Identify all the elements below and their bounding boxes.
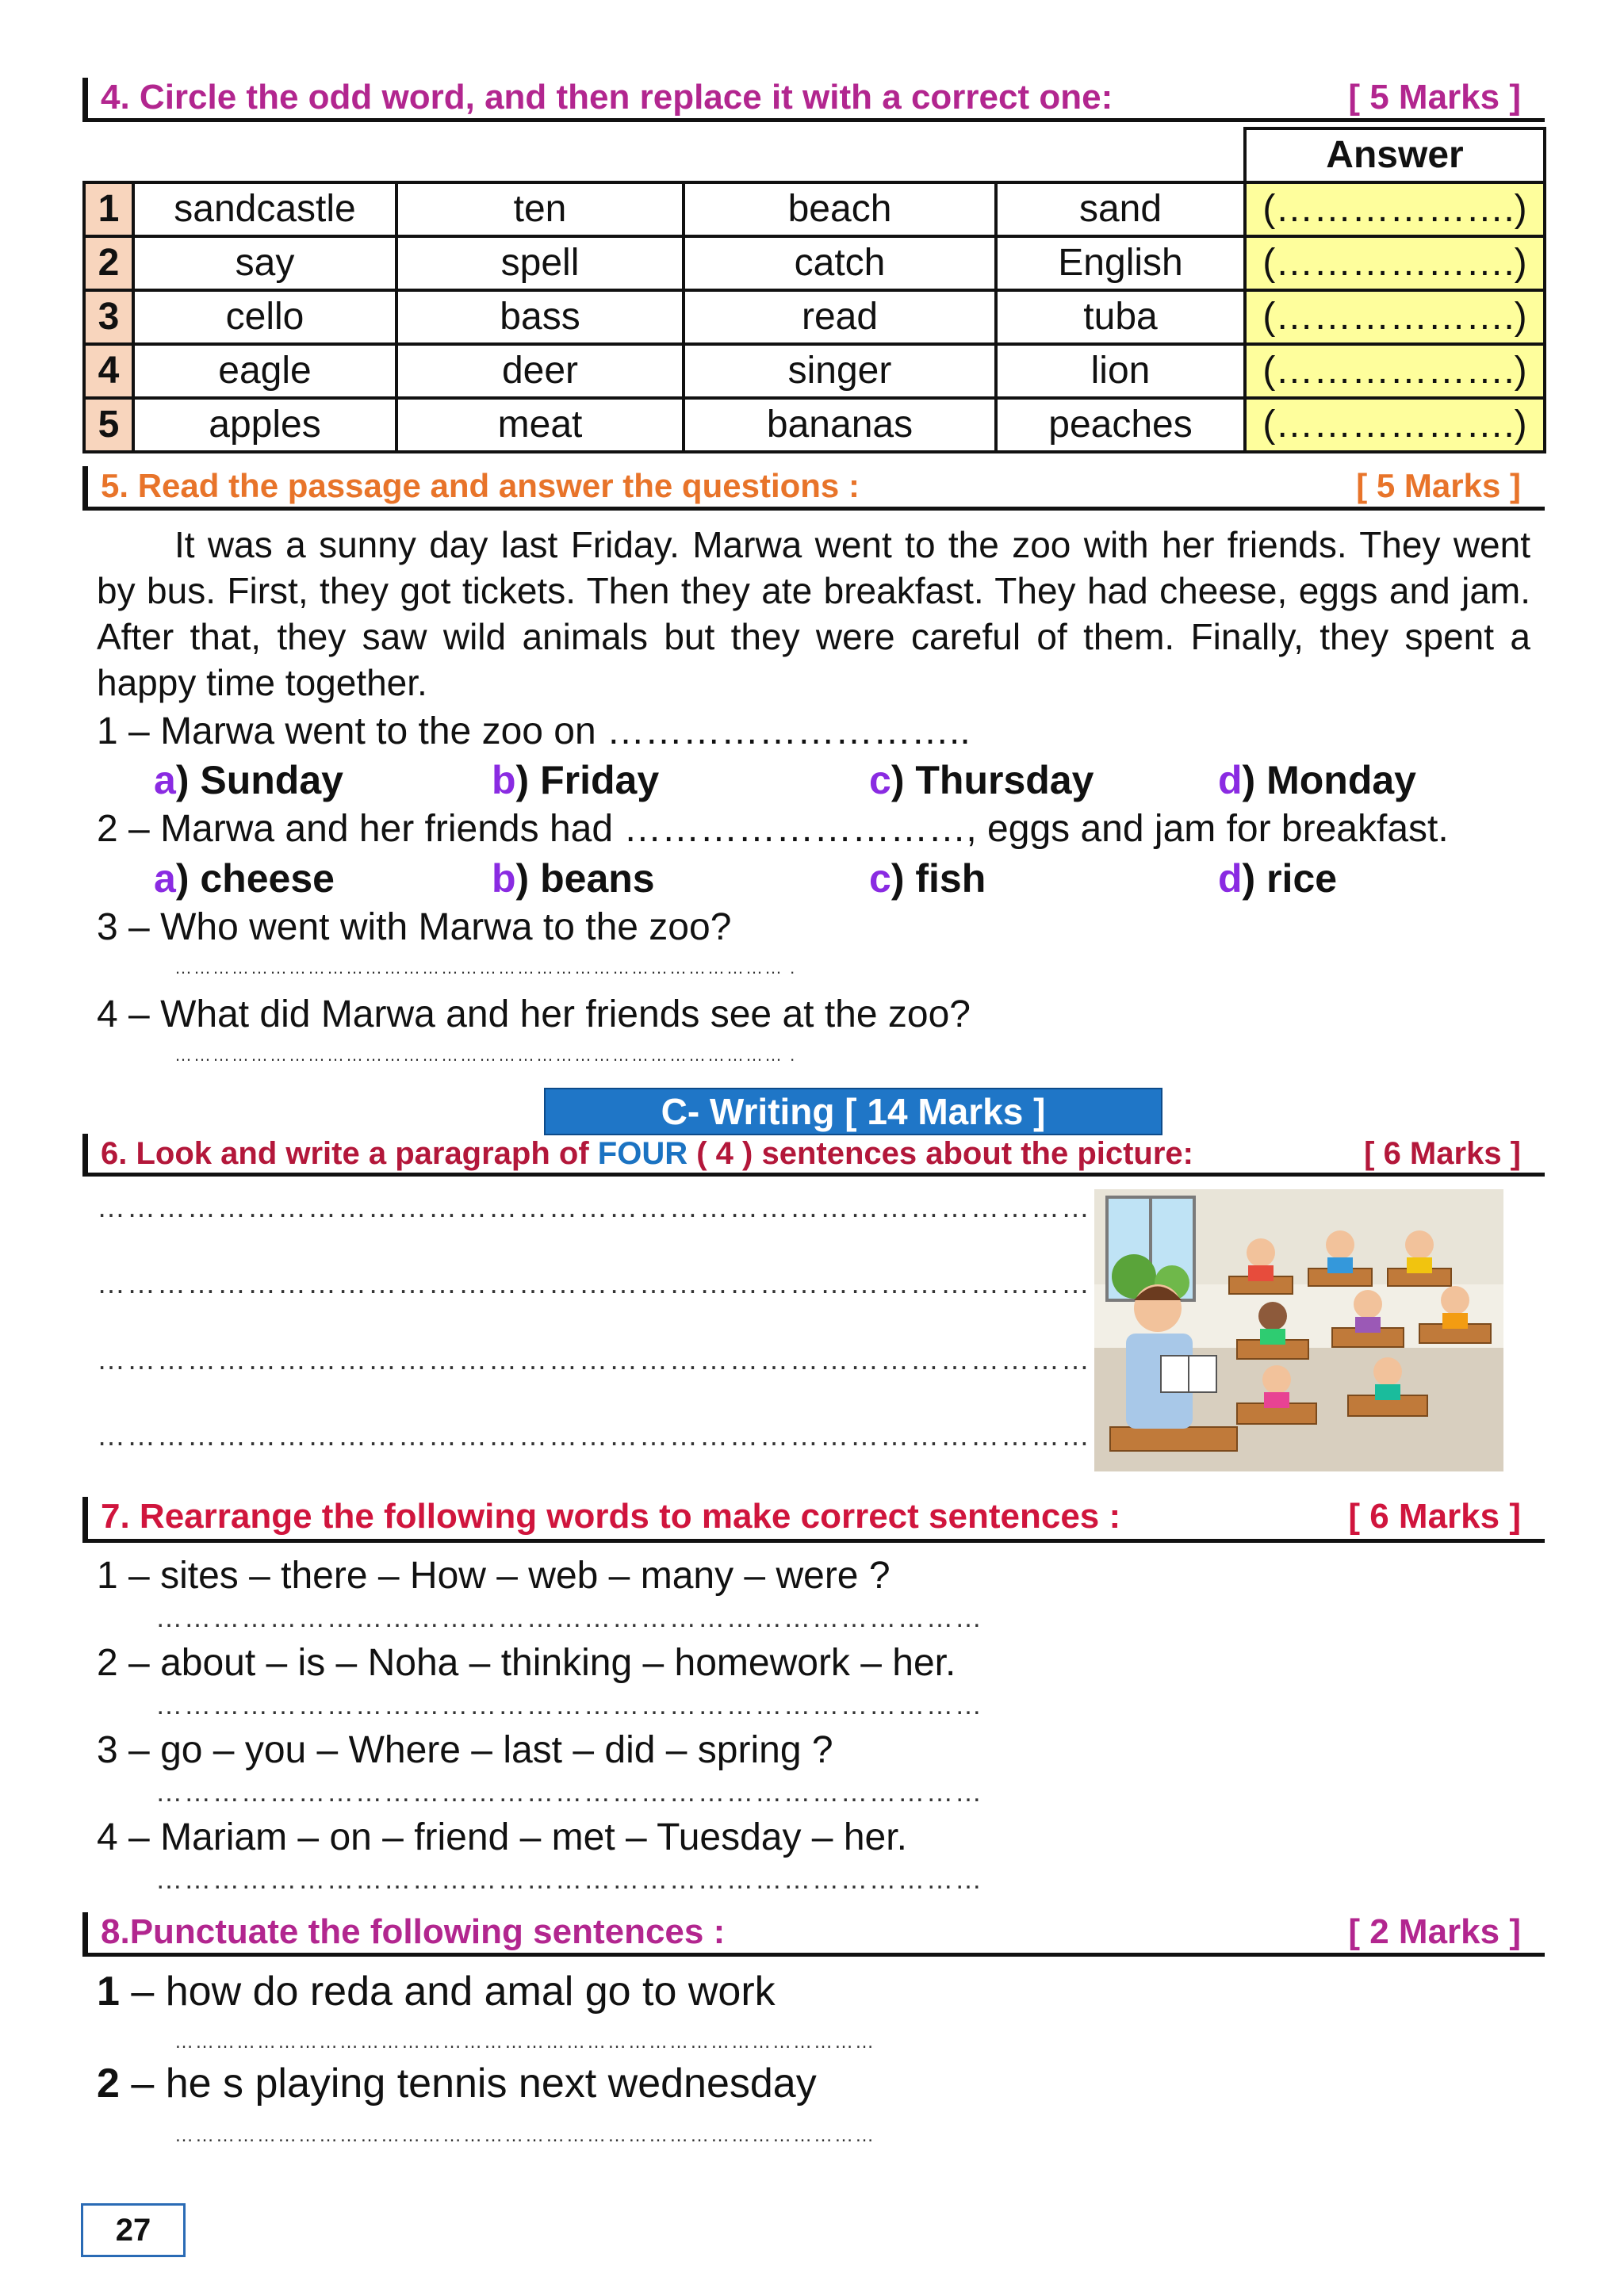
table-header-row [84, 128, 1545, 182]
q4-heading [82, 78, 1545, 122]
word-cell[interactable]: apples [133, 398, 396, 452]
q7-title: 7. Rearrange the following words to make correct sentences : [101, 1497, 1121, 1536]
rearrange-item: 2 – about – is – Noha – thinking – homework – her. [97, 1642, 956, 1684]
q4-title: 4. Circle the odd word, and then replace it with a correct one: [101, 78, 1113, 117]
word-cell[interactable]: tuba [996, 290, 1245, 344]
answer-line[interactable]: …………………………………………………………………………… [155, 1603, 983, 1633]
answer-line[interactable]: ………………………………………………………………………………………… [174, 2125, 875, 2146]
word-cell[interactable]: sandcastle [133, 182, 396, 236]
q5-marks: [ 5 Marks ] [1356, 467, 1521, 504]
word-cell[interactable]: sand [996, 182, 1245, 236]
answer-header: Answer [1245, 128, 1545, 182]
q8-title: 8.Punctuate the following sentences : [101, 1912, 726, 1951]
q5-title: 5. Read the passage and answer the questions : [101, 467, 860, 504]
q2-option-a[interactable]: a) cheese [154, 856, 335, 901]
word-cell[interactable]: eagle [133, 344, 396, 398]
question-4: 4 – What did Marwa and her friends see at the zoo? [97, 993, 971, 1035]
odd-word-table [82, 127, 1546, 453]
row-number: 1 [84, 182, 133, 236]
q1-option-d[interactable]: d) Monday [1218, 758, 1416, 802]
answer-line[interactable]: …………………………………………………………………………… [155, 1690, 983, 1720]
q6-marks: [ 6 Marks ] [1364, 1136, 1521, 1171]
q4-marks: [ 5 Marks ] [1348, 78, 1521, 117]
table-row [84, 182, 1545, 236]
answer-line[interactable]: ………………………………………………………………………………………… [174, 2031, 875, 2053]
word-cell[interactable]: bananas [684, 398, 996, 452]
rearrange-item: 3 – go – you – Where – last – did – spring ? [97, 1729, 833, 1771]
answer-line[interactable]: …………………………………………………………………………… [155, 1777, 983, 1808]
word-cell[interactable]: lion [996, 344, 1245, 398]
word-cell[interactable]: meat [396, 398, 684, 452]
answer-line[interactable]: …………………………………………………………………………………… . [174, 1045, 797, 1065]
classroom-illustration [1094, 1189, 1503, 1471]
rearrange-item: 4 – Mariam – on – friend – met – Tuesday – her. [97, 1816, 907, 1858]
writing-line[interactable]: ……………………………………………………………………………………… [97, 1267, 1091, 1299]
table-row [84, 398, 1545, 452]
writing-line[interactable]: ……………………………………………………………………………………… [97, 1191, 1091, 1223]
q1-option-b[interactable]: b) Friday [492, 758, 660, 802]
answer-cell[interactable]: (……………….) [1245, 398, 1545, 452]
answer-cell[interactable]: (……………….) [1245, 236, 1545, 290]
q6-heading: 6. Look and write a paragraph of FOUR ( 4 ) sentences about the picture: [ 6 Marks ] [82, 1134, 1545, 1177]
question-3: 3 – Who went with Marwa to the zoo? [97, 906, 732, 948]
word-cell[interactable]: beach [684, 182, 996, 236]
answer-cell[interactable]: (……………….) [1245, 290, 1545, 344]
row-number: 3 [84, 290, 133, 344]
word-cell[interactable]: read [684, 290, 996, 344]
row-number: 5 [84, 398, 133, 452]
word-cell[interactable]: singer [684, 344, 996, 398]
page-number: 27 [81, 2203, 186, 2257]
word-cell[interactable]: peaches [996, 398, 1245, 452]
rearrange-item: 1 – sites – there – How – web – many – were ? [97, 1555, 891, 1597]
q8-heading [82, 1912, 1545, 1957]
word-cell[interactable]: deer [396, 344, 684, 398]
row-number: 4 [84, 344, 133, 398]
q2-option-c[interactable]: c) fish [869, 856, 986, 901]
answer-cell[interactable]: (……………….) [1245, 182, 1545, 236]
q7-heading [82, 1497, 1545, 1543]
writing-line[interactable]: ……………………………………………………………………………………… [97, 1419, 1091, 1452]
q5-heading [82, 466, 1545, 511]
reading-passage: It was a sunny day last Friday. Marwa went to the zoo with her friends. They went by bus. First, they got tickets. Then they ate breakfast. They had cheese, eggs and jam. After that, they saw wild animals but they were careful of them. Finally, they spent a happy time together. [97, 524, 1530, 703]
q8-marks: [ 2 Marks ] [1348, 1912, 1521, 1951]
writing-section-banner: C- Writing [ 14 Marks ] [544, 1088, 1162, 1135]
punctuate-item: 2 – he s playing tennis next wednesday [97, 2061, 817, 2107]
q2-option-d[interactable]: d) rice [1218, 856, 1338, 901]
word-cell[interactable]: catch [684, 236, 996, 290]
classroom-picture [1094, 1189, 1503, 1471]
row-number: 2 [84, 236, 133, 290]
table-row [84, 344, 1545, 398]
word-cell[interactable]: cello [133, 290, 396, 344]
word-cell[interactable]: bass [396, 290, 684, 344]
answer-line[interactable]: …………………………………………………………………………………… . [174, 958, 797, 978]
q2-option-b[interactable]: b) beans [492, 856, 655, 901]
word-cell[interactable]: ten [396, 182, 684, 236]
word-cell[interactable]: English [996, 236, 1245, 290]
q1-option-c[interactable]: c) Thursday [869, 758, 1094, 802]
q7-marks: [ 6 Marks ] [1348, 1497, 1521, 1536]
table-row [84, 236, 1545, 290]
answer-line[interactable]: …………………………………………………………………………… [155, 1865, 983, 1895]
question-1: 1 – Marwa went to the zoo on ……………………….. [97, 710, 971, 752]
q1-option-a[interactable]: a) Sunday [154, 758, 343, 802]
question-2: 2 – Marwa and her friends had ………………………, eggs and jam for breakfast. [97, 808, 1449, 850]
word-cell[interactable]: say [133, 236, 396, 290]
word-cell[interactable]: spell [396, 236, 684, 290]
punctuate-item: 1 – how do reda and amal go to work [97, 1969, 776, 2015]
answer-cell[interactable]: (……………….) [1245, 344, 1545, 398]
table-row [84, 290, 1545, 344]
four-emphasis: FOUR [597, 1136, 688, 1171]
writing-line[interactable]: ……………………………………………………………………………………… [97, 1343, 1091, 1376]
